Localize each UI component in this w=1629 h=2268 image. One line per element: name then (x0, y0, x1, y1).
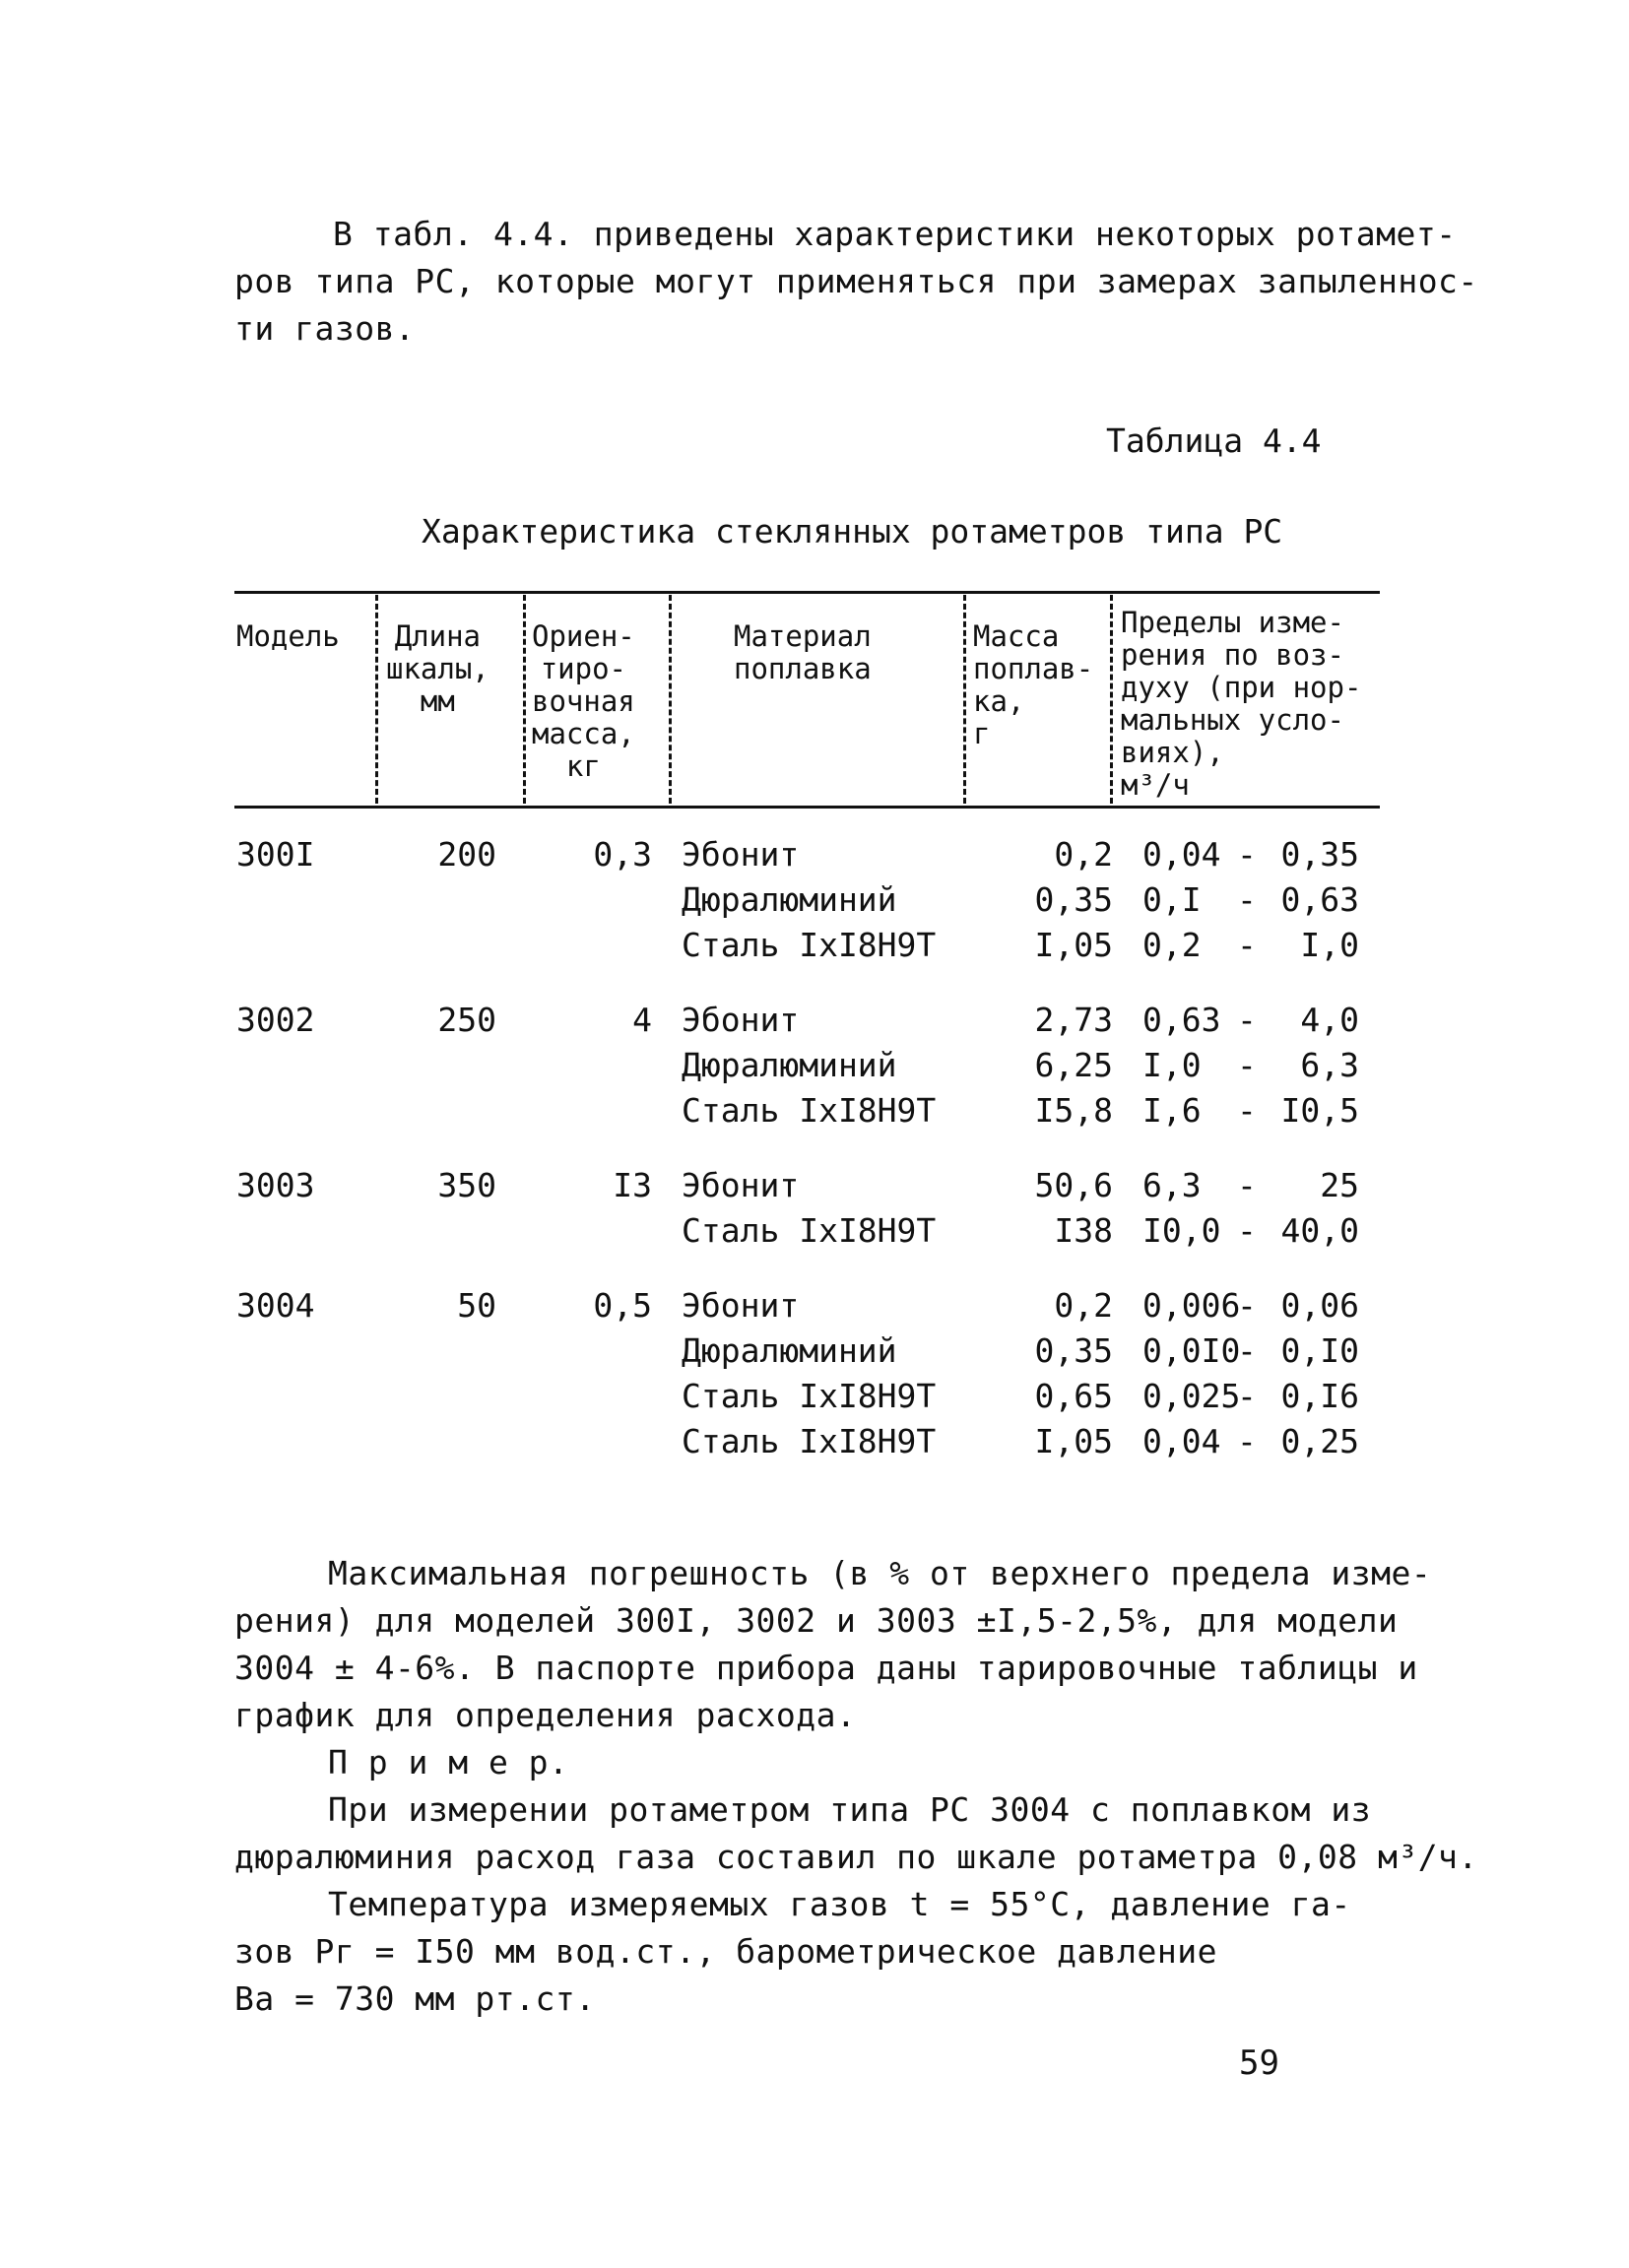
column-separator (669, 595, 672, 804)
table-label: Таблица 4.4 (1106, 421, 1322, 460)
cell-scale-length: 350 (437, 1166, 496, 1204)
range-dash: - (1237, 1286, 1257, 1325)
column-separator (1110, 595, 1113, 804)
table-header-rule (234, 806, 1380, 809)
cell-float-material: Сталь IхI8Н9Т (682, 1091, 937, 1130)
cell-range-from: 0,025 (1142, 1377, 1241, 1415)
header-model: Модель (236, 619, 340, 653)
cell-range-from: 0,63 (1142, 1001, 1221, 1039)
cell-float-mass: 50,6 (1034, 1166, 1113, 1204)
cell-float-mass: 0,2 (1054, 1286, 1113, 1325)
cell-float-mass: 0,65 (1034, 1377, 1113, 1415)
table-caption: Характеристика стеклянных ротаметров типа РС (422, 512, 1283, 551)
range-dash: - (1237, 1377, 1257, 1415)
cell-range-from: I0,0 (1142, 1211, 1221, 1250)
cell-float-material: Дюралюминий (682, 1331, 897, 1370)
cell-approx-mass: 0,5 (593, 1286, 652, 1325)
range-dash: - (1237, 1211, 1257, 1250)
cell-range-to: 0,I6 (1280, 1377, 1359, 1415)
header-measuring-range: Пределы изме- рения по воз- духу (при нор- мальных усло- виях), м³/ч (1121, 606, 1362, 802)
cell-range-from: 0,04 (1142, 1422, 1221, 1460)
cell-float-mass: I5,8 (1034, 1091, 1113, 1130)
range-dash: - (1237, 880, 1257, 919)
cell-range-from: 0,2 (1142, 926, 1202, 964)
page-number: 59 (1239, 2043, 1279, 2083)
cell-range-from: 0,0I0 (1142, 1331, 1241, 1370)
cell-approx-mass: I3 (613, 1166, 652, 1204)
cell-float-material: Дюралюминий (682, 880, 897, 919)
header-float-mass: Масса поплав- ка, г (973, 619, 1094, 750)
body-line: 3004 ± 4-6%. В паспорте прибора даны тарировочные таблицы и (234, 1649, 1418, 1687)
cell-range-to: 0,25 (1280, 1422, 1359, 1460)
cell-float-mass: I,05 (1034, 1422, 1113, 1460)
cell-approx-mass: 4 (632, 1001, 652, 1039)
cell-float-material: Эбонит (682, 1001, 800, 1039)
cell-range-from: I,0 (1142, 1046, 1202, 1084)
cell-range-to: I0,5 (1280, 1091, 1359, 1130)
cell-float-material: Дюралюминий (682, 1046, 897, 1084)
cell-float-material: Сталь IхI8Н9Т (682, 1422, 937, 1460)
column-separator (375, 595, 378, 804)
column-separator (523, 595, 526, 804)
cell-float-material: Эбонит (682, 1286, 800, 1325)
cell-float-mass: I,05 (1034, 926, 1113, 964)
cell-float-material: Сталь IхI8Н9Т (682, 926, 937, 964)
range-dash: - (1237, 1091, 1257, 1130)
cell-range-to: I,0 (1300, 926, 1359, 964)
cell-approx-mass: 0,3 (593, 835, 652, 874)
body-line: Температура измеряемых газов t = 55°С, давление га- (328, 1885, 1351, 1923)
cell-float-mass: 0,35 (1034, 1331, 1113, 1370)
body-line: график для определения расхода. (234, 1696, 857, 1734)
body-line: При измерении ротаметром типа РС 3004 с поплавком из (328, 1790, 1372, 1829)
cell-range-from: 6,3 (1142, 1166, 1202, 1204)
cell-float-material: Сталь IхI8Н9Т (682, 1377, 937, 1415)
body-line: Ва = 730 мм рт.ст. (234, 1979, 596, 2018)
range-dash: - (1237, 1001, 1257, 1039)
cell-range-from: I,6 (1142, 1091, 1202, 1130)
cell-model: 3003 (236, 1166, 315, 1204)
cell-float-mass: 0,2 (1054, 835, 1113, 874)
cell-range-to: 40,0 (1280, 1211, 1359, 1250)
header-scale-length: Длина шкалы, мм (386, 619, 489, 718)
body-line: дюралюминия расход газа составил по шкале ротаметра 0,08 м³/ч. (234, 1838, 1478, 1876)
cell-model: 3002 (236, 1001, 315, 1039)
cell-range-to: 0,I0 (1280, 1331, 1359, 1370)
cell-float-material: Эбонит (682, 1166, 800, 1204)
body-line: рения) для моделей 300I, 3002 и 3003 ±I,5-2,5%, для модели (234, 1601, 1399, 1640)
cell-scale-length: 250 (437, 1001, 496, 1039)
cell-float-mass: 0,35 (1034, 880, 1113, 919)
range-dash: - (1237, 1331, 1257, 1370)
cell-scale-length: 200 (437, 835, 496, 874)
cell-range-to: 0,35 (1280, 835, 1359, 874)
cell-range-to: 0,63 (1280, 880, 1359, 919)
cell-range-to: 6,3 (1300, 1046, 1359, 1084)
table-top-rule (234, 591, 1380, 594)
cell-range-to: 0,06 (1280, 1286, 1359, 1325)
intro-line: ти газов. (234, 309, 416, 348)
cell-float-mass: I38 (1054, 1211, 1113, 1250)
header-float-material: Материал поплавка (734, 619, 872, 685)
cell-range-from: 0,I (1142, 880, 1202, 919)
body-line: зов Pг = I50 мм вод.ст., барометрическое давление (234, 1932, 1218, 1971)
cell-range-from: 0,04 (1142, 835, 1221, 874)
cell-float-material: Сталь IхI8Н9Т (682, 1211, 937, 1250)
intro-line: В табл. 4.4. приведены характеристики некоторых ротамет- (333, 215, 1457, 253)
range-dash: - (1237, 926, 1257, 964)
cell-float-mass: 2,73 (1034, 1001, 1113, 1039)
range-dash: - (1237, 835, 1257, 874)
cell-model: 3004 (236, 1286, 315, 1325)
cell-range-from: 0,006 (1142, 1286, 1241, 1325)
cell-range-to: 4,0 (1300, 1001, 1359, 1039)
range-dash: - (1237, 1046, 1257, 1084)
cell-range-to: 25 (1320, 1166, 1359, 1204)
header-approx-mass: Ориен- тиро- вочная масса, кг (532, 619, 635, 783)
column-separator (963, 595, 966, 804)
range-dash: - (1237, 1422, 1257, 1460)
cell-scale-length: 50 (457, 1286, 496, 1325)
range-dash: - (1237, 1166, 1257, 1204)
cell-float-mass: 6,25 (1034, 1046, 1113, 1084)
intro-line: ров типа РС, которые могут применяться при замерах запыленнос- (234, 262, 1478, 300)
cell-float-material: Эбонит (682, 835, 800, 874)
body-line: Максимальная погрешность (в % от верхнего предела изме- (328, 1554, 1432, 1592)
example-heading: П р и м е р. (328, 1743, 569, 1782)
cell-model: 300I (236, 835, 315, 874)
